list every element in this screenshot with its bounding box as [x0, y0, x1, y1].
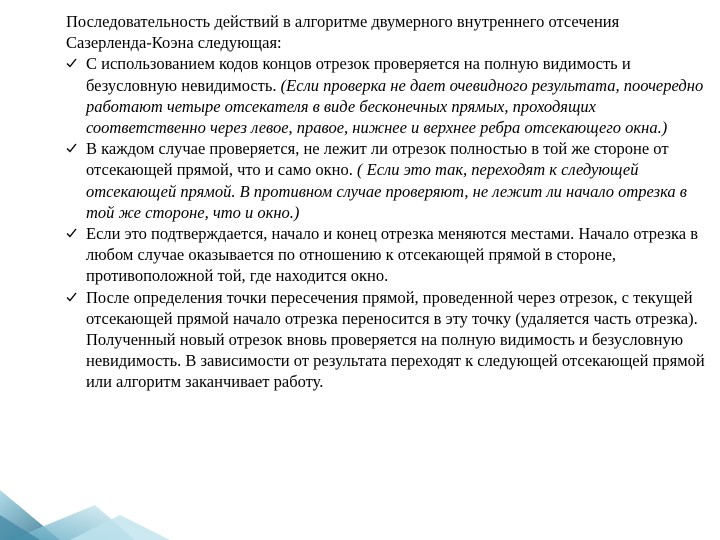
steps-list [66, 53, 706, 392]
step-note: ( Если это так, переходят к следующей отсекающей прямой. В противном случае проверяют, не лежит ли начало отрезка в той же стороне, что и окно.) [86, 160, 687, 222]
step-text: После определения точки пересечения прямой, проведенной через отрезок, с текущей отсекающей прямой начало отрезка переносится в эту точку (удаляется часть отрезка). Полученный новый отрезок вновь проверяется на полную видимость и безусловную невидимость. В зависимости от результата переходят к следующей отсекающей прямой или алгоритм заканчивает работу. [86, 287, 705, 392]
list-item [66, 138, 706, 223]
list-item [66, 53, 706, 138]
check-icon [66, 138, 80, 159]
content-text [66, 11, 706, 393]
list-item [66, 223, 706, 287]
step-text: В каждом случае проверяется, не лежит ли отрезок полностью в той же стороне от отсекающей прямой, что и само окно. [86, 139, 669, 180]
step-text: Если это подтверждается, начало и конец отрезка меняются местами. Начало отрезка в любом случае оказывается по отношению к отсекающей прямой в стороне, противоположной той, где находится окно. [86, 224, 699, 286]
check-icon [66, 223, 80, 244]
corner-gradient-decoration [0, 470, 170, 540]
step-text: С использованием кодов концов отрезок проверяется на полную видимость и безусловную невидимость. [86, 54, 631, 95]
check-icon [66, 287, 80, 308]
intro-text: Последовательность действий в алгоритме двумерного внутреннего отсечения Сазерленда-Коэна следующая: [66, 12, 620, 53]
list-item [66, 287, 706, 393]
check-icon [66, 53, 80, 74]
step-note: (Если проверка не дает очевидного результата, поочередно работают четыре отсекателя в виде бесконечных прямых, проходящих соответственно через левое, правое, нижнее и верхнее ребра отсекающего окна.) [86, 75, 704, 138]
